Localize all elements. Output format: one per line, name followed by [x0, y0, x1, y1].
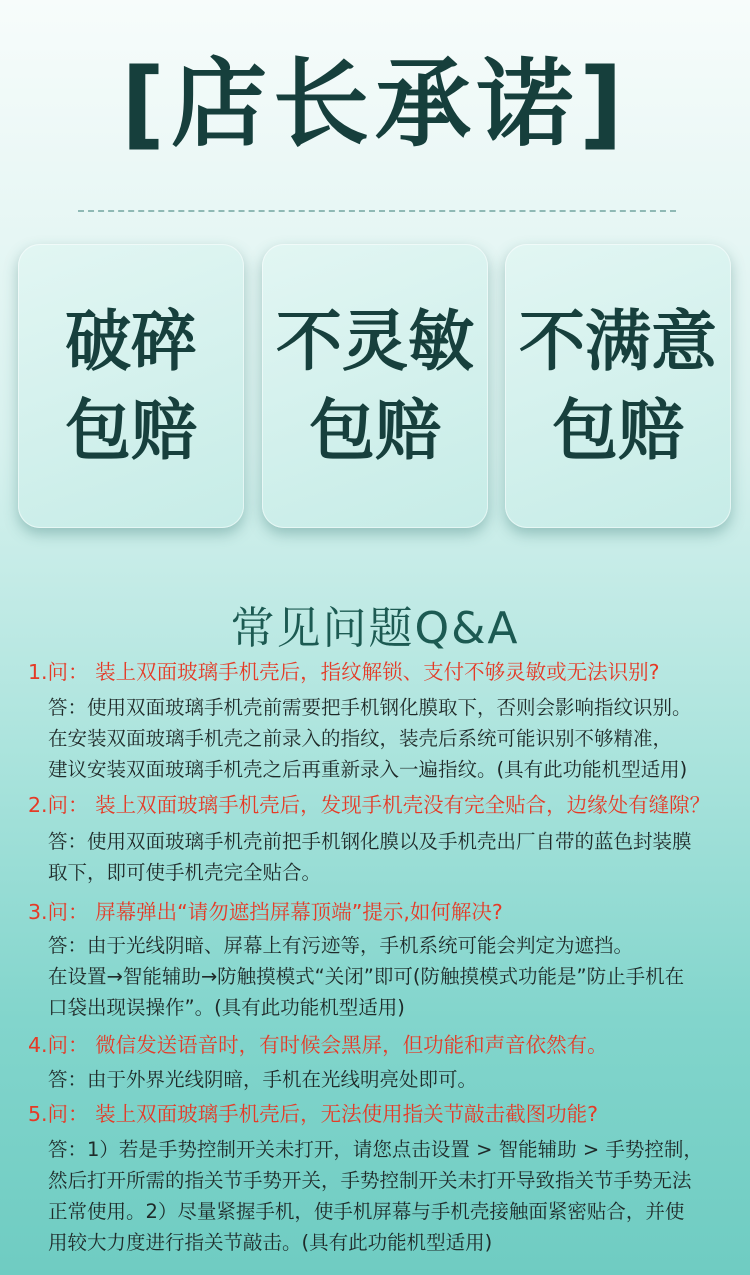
faq-answer-4: [48, 1064, 738, 1095]
promise-card-insensitive: [262, 244, 488, 528]
promise-card-unsatisfied: [505, 244, 731, 528]
promise-card-line2: 包赔: [552, 392, 684, 469]
faq-answer-2: [48, 826, 738, 888]
dashed-divider: [78, 210, 676, 212]
faq-answer-3: [48, 930, 738, 1023]
promise-card-line1: 不满意: [519, 302, 717, 380]
answer-line: 答：1）若是手势控制开关未打开，请您点击设置 > 智能辅助 > 手势控制，: [48, 1138, 703, 1161]
answer-line: 取下，即可使手机壳完全贴合。: [48, 861, 322, 884]
faq-question-4: 4.问： 微信发送语音时，有时候会黑屏，但功能和声音依然有。: [28, 1033, 608, 1057]
answer-line: 在设置→智能辅助→防触摸模式“关闭”即可(防触摸模式功能是”防止手机在: [48, 965, 685, 988]
promise-card-line1: 破碎: [65, 302, 197, 380]
faq-question-3: 3.问： 屏幕弹出“请勿遮挡屏幕顶端”提示,如何解决?: [28, 900, 503, 924]
answer-line: 在安装双面玻璃手机壳之前录入的指纹，装壳后系统可能识别不够精准，: [48, 727, 673, 750]
answer-line: 答：由于外界光线阴暗，手机在光线明亮处即可。: [48, 1068, 478, 1091]
answer-line: 答：使用双面玻璃手机壳前把手机钢化膜以及手机壳出厂自带的蓝色封装膜: [48, 830, 692, 853]
faq-answer-1: [48, 692, 738, 785]
answer-line: 答：由于光线阴暗、屏幕上有污迹等，手机系统可能会判定为遮挡。: [48, 934, 634, 957]
faq-question-2: 2.问： 装上双面玻璃手机壳后，发现手机壳没有完全贴合，边缘处有缝隙？: [28, 793, 711, 817]
promise-card-broken: [18, 244, 244, 528]
answer-line: 然后打开所需的指关节手势开关，手势控制开关未打开导致指关节手势无法: [48, 1169, 692, 1192]
promise-card-line1: 不灵敏: [276, 302, 474, 380]
faq-answer-5: [48, 1134, 738, 1258]
answer-line: 正常使用。2）尽量紧握手机，使手机屏幕与手机壳接触面紧密贴合，并使: [48, 1200, 685, 1223]
answer-line: 答：使用双面玻璃手机壳前需要把手机钢化膜取下，否则会影响指纹识别。: [48, 696, 692, 719]
answer-line: 建议安装双面玻璃手机壳之后再重新录入一遍指纹。(具有此功能机型适用): [48, 758, 688, 781]
answer-line: 口袋出现误操作”。(具有此功能机型适用): [48, 996, 405, 1019]
qa-section-title: 常见问题Q&A: [230, 603, 520, 654]
faq-question-5: 5.问： 装上双面玻璃手机壳后，无法使用指关节敲击截图功能?: [28, 1102, 598, 1126]
promise-card-line2: 包赔: [65, 392, 197, 469]
answer-line: 用较大力度进行指关节敲击。(具有此功能机型适用): [48, 1231, 493, 1254]
promise-card-line2: 包赔: [309, 392, 441, 469]
faq-question-1: 1.问： 装上双面玻璃手机壳后，指纹解锁、支付不够灵敏或无法识别?: [28, 660, 660, 684]
page-title: [店长承诺]: [121, 48, 629, 160]
